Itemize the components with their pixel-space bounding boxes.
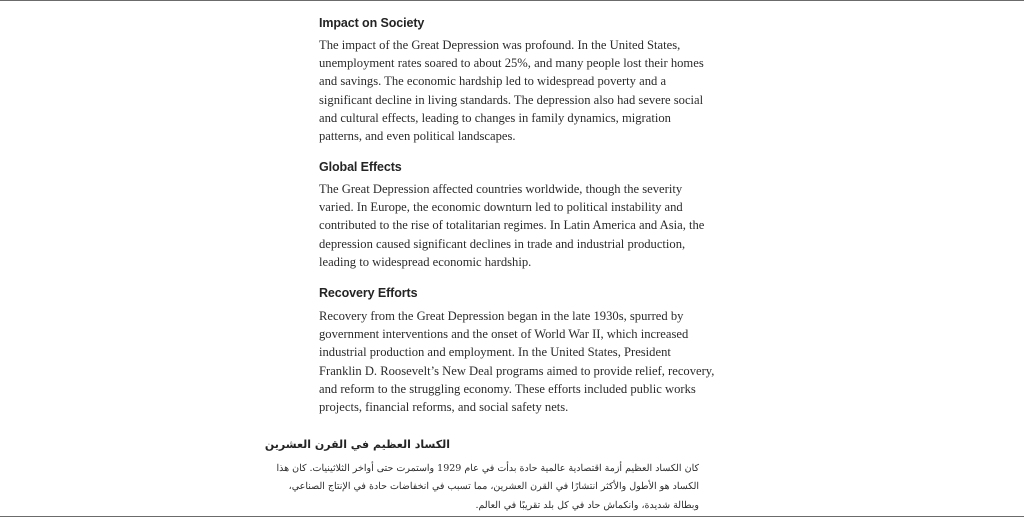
text-line: Recovery from the Great Depression began in the late 1930s, spurred by (319, 309, 684, 323)
text-line: patterns, and even political landscapes. (319, 129, 516, 144)
text-line: The Great Depression affected countries worldwide, though the severity (319, 182, 683, 196)
text-line: الكساد هو الأطول والأكثر انتشارًا في القرن العشرين، مما تسبب في انخفاضات حادة في الإنتاج الصناعي، (288, 481, 699, 493)
text-line: Franklin D. Roosevelt’s New Deal programs aimed to provide relief, recovery, (319, 363, 715, 378)
text-line: The impact of the Great Depression was profound. In the United States, (319, 38, 681, 52)
text-line: and reform to the struggling economy. These efforts included public works (319, 381, 696, 396)
text-line: government interventions and the onset of World War II, which increased (319, 327, 689, 342)
arabic-section-heading: الكساد العظيم في القرن العشرين (264, 438, 450, 451)
text-line: leading to widespread economic hardship. (319, 254, 532, 269)
section-heading-impact-on-society: Impact on Society (319, 16, 425, 30)
top-divider (0, 0, 1024, 1)
section-body-recovery-efforts (319, 307, 715, 416)
text-line: projects, financial reforms, and social safety nets. (319, 400, 569, 415)
text-line: كان الكساد العظيم أزمة اقتصادية عالمية حادة بدأت في عام 1929 واستمرت حتى أواخر الثلاثينيات. كان هذا (276, 463, 699, 474)
text-line: unemployment rates soared to about 25%, and many people lost their homes (319, 56, 704, 71)
section-heading-recovery-efforts: Recovery Efforts (319, 286, 418, 300)
section-heading-global-effects: Global Effects (319, 160, 402, 174)
text-line: وبطالة شديدة، وانكماش حاد في كل بلد تقريبًا في العالم. (475, 499, 699, 511)
text-line: depression caused significant declines in trade and industrial production, (319, 236, 686, 251)
section-body-impact-on-society (319, 36, 711, 145)
text-line: and cultural effects, leading to changes in family dynamics, migration (319, 110, 671, 125)
section-body-global-effects (319, 180, 711, 271)
text-line: varied. In Europe, the economic downturn led to political instability and (319, 200, 683, 215)
text-line: contributed to the rise of totalitarian regimes. In Latin America and Asia, the (319, 218, 705, 233)
text-line: industrial production and employment. In the United States, President (319, 345, 671, 360)
arabic-section-body (276, 460, 699, 515)
text-line: significant decline in living standards. The depression also had severe social (319, 92, 704, 107)
text-line: and savings. The economic hardship led to widespread poverty and a (319, 74, 667, 89)
